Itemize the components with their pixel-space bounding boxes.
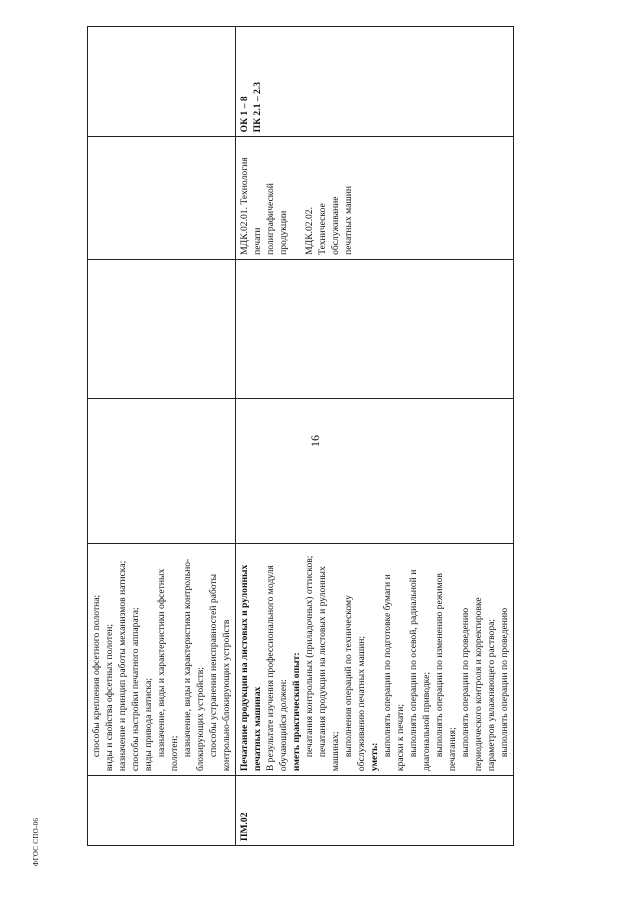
text-line: Техническое [317,203,328,255]
text-line: МДК.02.01. Технология [239,157,250,255]
page-number: 16 [308,435,322,447]
table-cell-empty [236,259,514,398]
table-cell-code [88,776,236,846]
table-cell-code: ПМ.02 [236,776,514,846]
table-cell-empty [88,27,236,137]
text-line: способы устранения неисправностей работы [208,573,219,758]
description-lines [90,548,233,771]
page-footer: ФГОС СПО-06 [32,817,40,867]
text-line: блокирующих устройств; [195,667,206,772]
text-line: иметь практический опыт: [291,652,302,772]
text-line: виды привода натиска; [143,678,154,772]
text-line: параметров увлажняющего раствора; [486,618,497,772]
course-lines [238,141,355,254]
text-line: виды и свойства офсетных полотен; [104,623,115,772]
text-line: В результате изучения профессионального модуля [265,565,276,772]
text-line: выполнять операции по изменению режимов [434,573,445,758]
table-cell-empty [88,398,236,544]
table-row [88,27,236,846]
text-line: печатания; [447,727,458,772]
text-line: выполнять операции по осевой, радиальной и [408,569,419,758]
text-line: обучающийся должен: [278,679,289,772]
table-cell-competencies [236,27,514,137]
description-lines [238,548,511,771]
text-line: печатных машин [343,185,354,255]
text-line: печати [252,227,263,255]
text-line: Печатание продукции на листовых и рулонных [239,564,250,772]
text-line: обслуживание [330,196,341,255]
table-cell-description [88,544,236,776]
text-line: машинах; [330,731,341,772]
text-line: диагональной приводке; [421,672,432,772]
text-line: полиграфической [265,183,276,255]
text-line: печатания продукции на листовых и рулонных [317,566,328,758]
text-line: МДК.02.02. [304,207,315,255]
curriculum-table [87,26,514,846]
text-line: назначение и принцип работы механизмов натиска; [117,560,128,772]
text-line: обслуживанию печатных машин; [356,635,367,772]
text-line: печатания контрольных (приладочных) оттисков; [304,555,315,758]
text-line: печатных машинах [252,686,263,772]
text-line: продукции [278,210,289,255]
text-line: ПК 2.1 – 2.3 [252,81,263,133]
table-cell-description [236,544,514,776]
competency-lines [238,31,264,132]
text-line: выполнять операции по проведению [460,607,471,758]
text-line: периодического контроля и корректировке [473,597,484,772]
text-line: ОК 1 – 8 [239,96,250,133]
text-line: уметь: [369,742,380,772]
text-line: выполнять операции по проведению [499,607,510,758]
text-line: выполнять операции по подготовке бумаги и [382,574,393,758]
table-cell-empty [236,398,514,544]
table-cell-empty [88,137,236,259]
text-line: выполнения операций по техническому [343,595,354,758]
text-line: способы настройки печатного аппарата; [130,607,141,772]
text-line: назначение, виды и характеристики контрольно- [182,558,193,758]
table-row [236,27,514,846]
text-line: полотен; [169,735,180,772]
text-line: способы крепления офсетного полотна; [91,594,102,758]
text-line: назначение, виды и характеристики офсетных [156,568,167,758]
text-line: контрольно-блокирующих устройств [221,619,232,772]
table-cell-courses [236,137,514,259]
text-line [290,141,303,254]
table-cell-empty [88,259,236,398]
text-line: краски к печати; [395,703,406,772]
